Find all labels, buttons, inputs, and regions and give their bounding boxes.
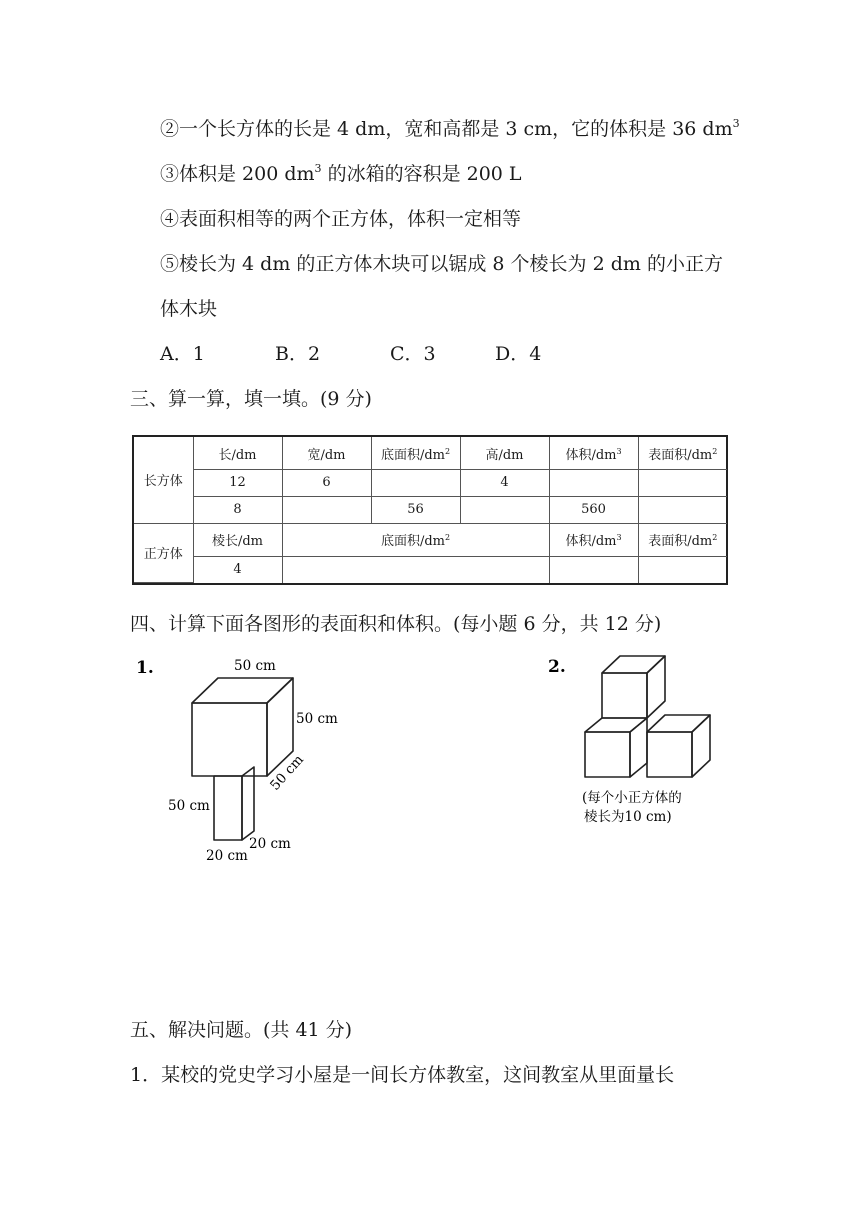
label-post-height: 50 cm <box>168 798 210 814</box>
label-right: 50 cm <box>296 711 338 727</box>
header-cube-surface-area: 表面积$/dm^2$ <box>638 523 727 556</box>
left-cube-front <box>585 732 630 777</box>
table-cell[interactable] <box>638 470 727 497</box>
left-cube-right <box>630 718 647 777</box>
statement-5-line-2: 体木块 <box>160 298 218 320</box>
figure-1-number: 1. <box>136 658 154 678</box>
table-cell: 56 <box>371 496 460 523</box>
table-cell: 12 <box>193 470 282 497</box>
statement-4: ④表面积相等的两个正方体，体积一定相等 <box>160 208 522 230</box>
header-base-area: 底面积$/dm^2$ <box>371 437 460 470</box>
statement-3: ③体积是 200 $dm^3$ 的冰箱的容积是 200 L <box>160 162 522 185</box>
answer-choices <box>160 342 541 366</box>
section-5-title: 五、解决问题。(共 41 分) <box>130 1019 353 1041</box>
statement-2: ②一个长方体的长是 4 dm，宽和高都是 3 cm，它的体积是 36 $dm^3$ <box>160 117 740 140</box>
figure-2-caption-line-2: 棱长为10 cm) <box>584 809 672 825</box>
table-cell[interactable] <box>282 557 549 583</box>
question-1: 1．某校的党史学习小屋是一间长方体教室，这间教室从里面量长 <box>130 1064 675 1086</box>
choice-c: C．3 <box>390 343 436 365</box>
top-cube-right <box>647 656 665 718</box>
table-cell[interactable] <box>549 470 638 497</box>
header-length: 长/dm <box>193 437 282 470</box>
table-cell: 560 <box>549 496 638 523</box>
dimension-table <box>132 435 728 585</box>
statement-5-line-1: ⑤棱长为 4 dm 的正方体木块可以锯成 8 个棱长为 2 dm 的小正方 <box>160 253 723 275</box>
choice-d: D．4 <box>495 343 542 365</box>
section-3-title: 三、算一算，填一填。(9 分) <box>130 388 372 410</box>
figure-1-cuboid-on-post <box>130 650 360 870</box>
table-cell[interactable] <box>638 557 727 583</box>
cube-front-face <box>192 703 267 776</box>
label-post-width: 20 cm <box>206 848 248 864</box>
cuboid-label: 长方体 <box>134 437 193 523</box>
table-cell[interactable] <box>549 557 638 583</box>
section-4-title: 四、计算下面各图形的表面积和体积。(每小题 6 分，共 12 分) <box>130 613 662 635</box>
table-cell: 6 <box>282 470 371 497</box>
table-cell[interactable] <box>371 470 460 497</box>
figure-2-caption-line-1: (每个小正方体的 <box>582 790 682 806</box>
choice-a: A．1 <box>160 343 205 365</box>
figure-2-number: 2. <box>548 657 566 677</box>
table-cell[interactable] <box>638 496 727 523</box>
cube-label: 正方体 <box>134 523 193 582</box>
post-front-face <box>214 776 242 840</box>
header-volume: 体积$/dm^3$ <box>549 437 638 470</box>
table-cell: 4 <box>460 470 549 497</box>
header-width: 宽/dm <box>282 437 371 470</box>
right-cube-front <box>647 732 692 777</box>
header-edge: 棱长/dm <box>193 523 282 556</box>
table-cell[interactable] <box>282 496 371 523</box>
cube-top-face <box>192 678 293 703</box>
table-cell[interactable] <box>460 496 549 523</box>
choice-b: B．2 <box>275 343 321 365</box>
right-cube-right <box>692 715 710 777</box>
header-cube-base-area: 底面积$/dm^2$ <box>282 523 549 556</box>
figure-2-stacked-cubes <box>540 650 730 840</box>
label-post-depth: 20 cm <box>249 836 291 852</box>
table-cell: 8 <box>193 496 282 523</box>
header-surface-area: 表面积$/dm^2$ <box>638 437 727 470</box>
top-cube-front <box>602 673 647 718</box>
label-depth: 50 cm <box>267 751 307 794</box>
header-cube-volume: 体积$/dm^3$ <box>549 523 638 556</box>
table-cell: 4 <box>193 557 282 583</box>
header-height: 高/dm <box>460 437 549 470</box>
label-top: 50 cm <box>234 658 276 674</box>
post-right-face <box>242 767 254 840</box>
